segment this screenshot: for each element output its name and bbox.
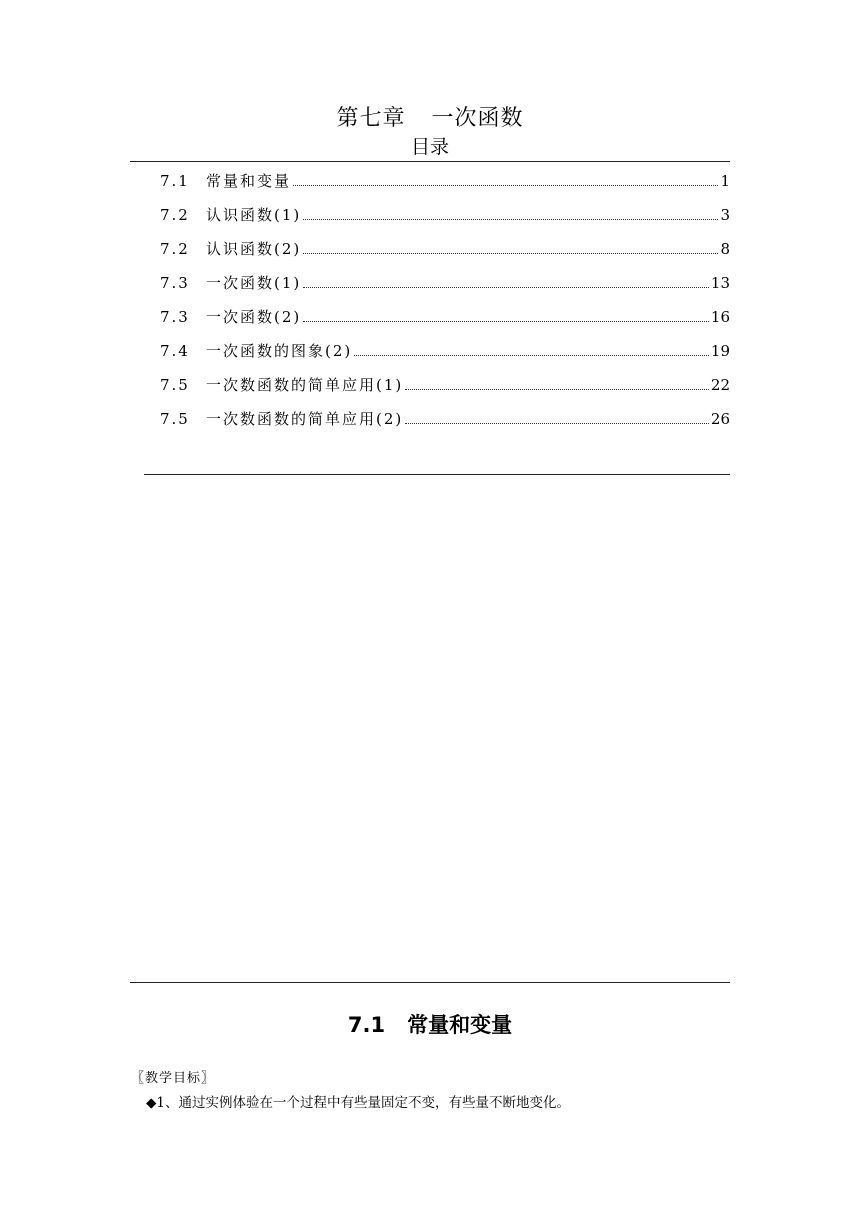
toc-dot-leader [293, 185, 718, 186]
table-of-contents [160, 170, 730, 442]
objective-item: ◆1、通过实例体验在一个过程中有些量固定不变，有些量不断地变化。 [146, 1095, 570, 1111]
toc-entry[interactable] [160, 306, 730, 340]
toc-entry-number: 7.5 [160, 376, 190, 394]
toc-entry-number: 7.3 [160, 308, 190, 326]
toc-dot-leader [303, 219, 718, 220]
toc-entry-title: 一次函数(2) [206, 308, 302, 326]
toc-entry-title: 认识函数(1) [206, 206, 302, 224]
toc-entry-page: 22 [710, 376, 730, 394]
toc-entry-title: 一次数函数的简单应用(1) [206, 376, 404, 394]
chapter-label: 第七章 [336, 106, 406, 131]
toc-top-divider [130, 161, 730, 162]
toc-dot-leader [303, 321, 709, 322]
section-divider [130, 982, 730, 983]
section-title: 常量和变量 [407, 1013, 513, 1037]
toc-entry-title: 一次数函数的简单应用(2) [206, 410, 404, 428]
toc-entry[interactable] [160, 204, 730, 238]
toc-entry[interactable] [160, 272, 730, 306]
toc-entry-number: 7.4 [160, 342, 190, 360]
toc-entry-title: 认识函数(2) [206, 240, 302, 258]
chapter-name: 一次函数 [431, 106, 524, 131]
toc-entry[interactable] [160, 374, 730, 408]
toc-entry[interactable] [160, 340, 730, 374]
section-number: 7.1 [347, 1013, 386, 1037]
toc-bottom-divider [144, 474, 730, 475]
toc-entry-page: 3 [720, 206, 730, 224]
toc-entry-title: 一次函数的图象(2) [206, 342, 353, 360]
toc-dot-leader [405, 389, 709, 390]
toc-dot-leader [405, 423, 709, 424]
toc-entry[interactable] [160, 170, 730, 204]
toc-entry[interactable] [160, 408, 730, 442]
toc-dot-leader [303, 287, 709, 288]
objectives-label: 〖教学目标〗 [131, 1071, 216, 1086]
toc-entry-page: 1 [720, 172, 730, 190]
toc-entry-title: 常量和变量 [206, 172, 292, 190]
toc-entry-number: 7.3 [160, 274, 190, 292]
toc-entry-number: 7.2 [160, 206, 190, 224]
toc-entry-page: 8 [720, 240, 730, 258]
toc-entry[interactable] [160, 238, 730, 272]
toc-dot-leader [354, 355, 709, 356]
toc-entry-page: 19 [710, 342, 730, 360]
toc-entry-page: 26 [710, 410, 730, 428]
toc-entry-number: 7.5 [160, 410, 190, 428]
toc-entry-number: 7.1 [160, 172, 190, 190]
toc-entry-page: 16 [710, 308, 730, 326]
toc-heading: 目录 [410, 136, 449, 158]
toc-dot-leader [303, 253, 718, 254]
toc-entry-page: 13 [710, 274, 730, 292]
toc-entry-number: 7.2 [160, 240, 190, 258]
section-heading [0, 1008, 860, 1042]
chapter-title [0, 104, 860, 134]
toc-entry-title: 一次函数(1) [206, 274, 302, 292]
